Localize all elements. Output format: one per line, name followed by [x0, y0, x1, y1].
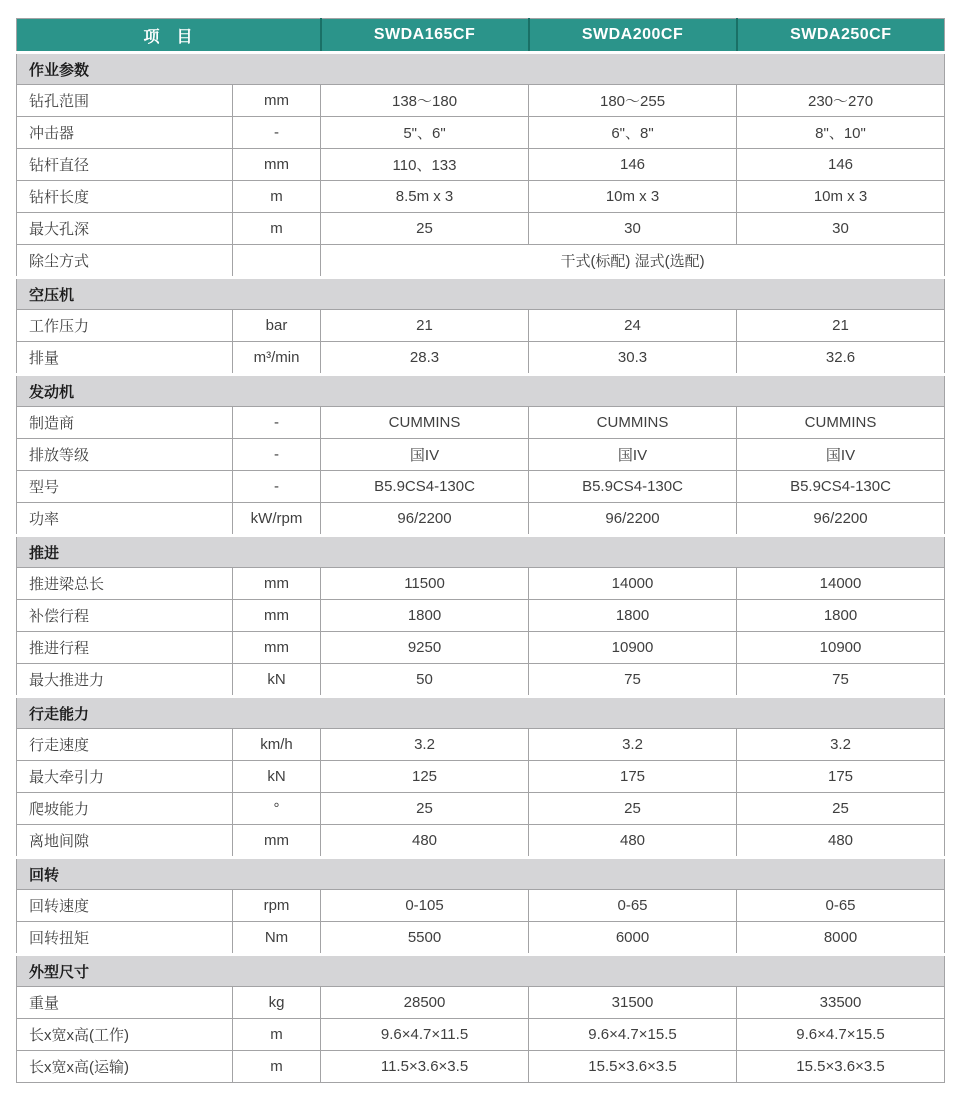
- spec-row: [17, 1019, 945, 1051]
- section-title: 发动机: [17, 375, 945, 407]
- value-cell: 146: [529, 149, 737, 181]
- model-header-row: [17, 19, 945, 53]
- value-cell: 9.6×4.7×11.5: [321, 1019, 529, 1051]
- row-label: 功率: [17, 503, 233, 536]
- value-cell: 14000: [737, 568, 945, 600]
- value-cell: 0-65: [737, 890, 945, 922]
- spec-row: [17, 664, 945, 697]
- value-cell: 25: [737, 793, 945, 825]
- value-cell: 国IV: [529, 439, 737, 471]
- row-label: 排量: [17, 342, 233, 375]
- value-cell: 6"、8": [529, 117, 737, 149]
- value-cell: 32.6: [737, 342, 945, 375]
- section-title: 推进: [17, 536, 945, 568]
- section-header-row: [17, 955, 945, 987]
- unit-cell: m: [233, 213, 321, 245]
- unit-cell: -: [233, 407, 321, 439]
- value-cell: 国IV: [321, 439, 529, 471]
- section-title: 行走能力: [17, 697, 945, 729]
- value-cell: 3.2: [529, 729, 737, 761]
- value-cell: 11500: [321, 568, 529, 600]
- value-cell: 50: [321, 664, 529, 697]
- value-cell: 33500: [737, 987, 945, 1019]
- spec-table-container: [16, 18, 944, 1083]
- value-cell: 96/2200: [737, 503, 945, 536]
- model-header-swda200cf: SWDA200CF: [529, 19, 737, 53]
- section-title: 空压机: [17, 278, 945, 310]
- spec-row: [17, 471, 945, 503]
- value-cell: 8.5m x 3: [321, 181, 529, 213]
- value-cell: 138～180: [321, 85, 529, 117]
- value-cell: 30: [737, 213, 945, 245]
- row-label: 推进行程: [17, 632, 233, 664]
- item-column-header: 项 目: [17, 19, 321, 53]
- section-title: 外型尺寸: [17, 955, 945, 987]
- section-title: 作业参数: [17, 53, 945, 85]
- value-cell: 1800: [529, 600, 737, 632]
- value-cell: 480: [529, 825, 737, 858]
- value-cell: 11.5×3.6×3.5: [321, 1051, 529, 1083]
- value-cell: 5500: [321, 922, 529, 955]
- unit-cell: m: [233, 1019, 321, 1051]
- value-cell: B5.9CS4-130C: [529, 471, 737, 503]
- unit-cell: mm: [233, 600, 321, 632]
- section-header-row: [17, 53, 945, 85]
- value-cell: 125: [321, 761, 529, 793]
- spec-row: [17, 342, 945, 375]
- row-label: 离地间隙: [17, 825, 233, 858]
- value-cell: 15.5×3.6×3.5: [529, 1051, 737, 1083]
- row-label: 钻杆直径: [17, 149, 233, 181]
- value-cell: 10900: [737, 632, 945, 664]
- spec-row: [17, 729, 945, 761]
- spec-row: [17, 761, 945, 793]
- value-cell: 96/2200: [529, 503, 737, 536]
- spec-row: [17, 793, 945, 825]
- spec-row: [17, 439, 945, 471]
- unit-cell: kg: [233, 987, 321, 1019]
- spec-row: [17, 922, 945, 955]
- value-cell: 14000: [529, 568, 737, 600]
- value-cell: 25: [321, 793, 529, 825]
- value-cell: CUMMINS: [321, 407, 529, 439]
- model-header-swda165cf: SWDA165CF: [321, 19, 529, 53]
- unit-cell: kN: [233, 761, 321, 793]
- value-cell: 180～255: [529, 85, 737, 117]
- value-cell: 146: [737, 149, 945, 181]
- spec-table: [16, 18, 945, 1083]
- section-header-row: [17, 697, 945, 729]
- unit-cell: -: [233, 117, 321, 149]
- value-cell: 480: [321, 825, 529, 858]
- value-cell: 0-105: [321, 890, 529, 922]
- section-header-row: [17, 278, 945, 310]
- unit-cell: mm: [233, 632, 321, 664]
- value-cell: 30: [529, 213, 737, 245]
- row-label: 型号: [17, 471, 233, 503]
- spec-row: [17, 310, 945, 342]
- spec-row: [17, 568, 945, 600]
- value-cell: 480: [737, 825, 945, 858]
- value-cell: 1800: [737, 600, 945, 632]
- value-cell: B5.9CS4-130C: [737, 471, 945, 503]
- value-cell: 21: [321, 310, 529, 342]
- value-cell: 9.6×4.7×15.5: [737, 1019, 945, 1051]
- unit-cell: -: [233, 471, 321, 503]
- unit-cell: Nm: [233, 922, 321, 955]
- row-label: 钻杆长度: [17, 181, 233, 213]
- row-label: 回转速度: [17, 890, 233, 922]
- unit-cell: kN: [233, 664, 321, 697]
- value-cell: 96/2200: [321, 503, 529, 536]
- spec-row: [17, 1051, 945, 1083]
- spec-row: [17, 825, 945, 858]
- value-cell: 21: [737, 310, 945, 342]
- row-label: 长x宽x高(运输): [17, 1051, 233, 1083]
- spec-row: [17, 632, 945, 664]
- spec-row: [17, 117, 945, 149]
- row-label: 排放等级: [17, 439, 233, 471]
- value-cell: 9.6×4.7×15.5: [529, 1019, 737, 1051]
- value-cell: 5"、6": [321, 117, 529, 149]
- value-cell: 75: [529, 664, 737, 697]
- row-label: 制造商: [17, 407, 233, 439]
- value-cell: 31500: [529, 987, 737, 1019]
- value-cell: 175: [737, 761, 945, 793]
- row-label: 最大推进力: [17, 664, 233, 697]
- section-title: 回转: [17, 858, 945, 890]
- row-label: 推进梁总长: [17, 568, 233, 600]
- spec-row: [17, 987, 945, 1019]
- row-label: 长x宽x高(工作): [17, 1019, 233, 1051]
- unit-cell: mm: [233, 568, 321, 600]
- unit-cell: mm: [233, 149, 321, 181]
- value-cell: 75: [737, 664, 945, 697]
- unit-cell: [233, 245, 321, 278]
- value-cell: 3.2: [737, 729, 945, 761]
- spec-row: [17, 407, 945, 439]
- value-cell: 3.2: [321, 729, 529, 761]
- row-label: 爬坡能力: [17, 793, 233, 825]
- row-label: 工作压力: [17, 310, 233, 342]
- value-cell: 0-65: [529, 890, 737, 922]
- value-cell: 国IV: [737, 439, 945, 471]
- value-cell: 230～270: [737, 85, 945, 117]
- value-cell: 175: [529, 761, 737, 793]
- unit-cell: mm: [233, 85, 321, 117]
- model-header-swda250cf: SWDA250CF: [737, 19, 945, 53]
- value-cell: 28500: [321, 987, 529, 1019]
- unit-cell: m: [233, 181, 321, 213]
- unit-cell: -: [233, 439, 321, 471]
- spec-row: [17, 600, 945, 632]
- row-label: 重量: [17, 987, 233, 1019]
- section-header-row: [17, 375, 945, 407]
- value-cell: 8"、10": [737, 117, 945, 149]
- unit-cell: m³/min: [233, 342, 321, 375]
- value-cell: 1800: [321, 600, 529, 632]
- value-cell: 10900: [529, 632, 737, 664]
- value-cell: 10m x 3: [737, 181, 945, 213]
- row-label: 钻孔范围: [17, 85, 233, 117]
- value-cell: CUMMINS: [737, 407, 945, 439]
- unit-cell: rpm: [233, 890, 321, 922]
- row-label: 冲击器: [17, 117, 233, 149]
- spec-row: [17, 149, 945, 181]
- value-cell: 28.3: [321, 342, 529, 375]
- value-cell: 10m x 3: [529, 181, 737, 213]
- value-cell: 24: [529, 310, 737, 342]
- unit-cell: bar: [233, 310, 321, 342]
- value-cell: CUMMINS: [529, 407, 737, 439]
- unit-cell: m: [233, 1051, 321, 1083]
- row-label: 最大牵引力: [17, 761, 233, 793]
- value-cell: 6000: [529, 922, 737, 955]
- spec-row: [17, 245, 945, 278]
- row-label: 除尘方式: [17, 245, 233, 278]
- unit-cell: km/h: [233, 729, 321, 761]
- value-cell: B5.9CS4-130C: [321, 471, 529, 503]
- section-header-row: [17, 858, 945, 890]
- value-cell: 110、133: [321, 149, 529, 181]
- row-label: 行走速度: [17, 729, 233, 761]
- value-cell: 25: [321, 213, 529, 245]
- spec-row: [17, 213, 945, 245]
- spec-row: [17, 181, 945, 213]
- value-cell: 30.3: [529, 342, 737, 375]
- unit-cell: mm: [233, 825, 321, 858]
- spec-row: [17, 890, 945, 922]
- value-cell: 25: [529, 793, 737, 825]
- value-cell: 8000: [737, 922, 945, 955]
- value-cell: 15.5×3.6×3.5: [737, 1051, 945, 1083]
- section-header-row: [17, 536, 945, 568]
- unit-cell: °: [233, 793, 321, 825]
- merged-value-cell: 干式(标配) 湿式(选配): [321, 245, 945, 278]
- value-cell: 9250: [321, 632, 529, 664]
- row-label: 最大孔深: [17, 213, 233, 245]
- row-label: 回转扭矩: [17, 922, 233, 955]
- unit-cell: kW/rpm: [233, 503, 321, 536]
- row-label: 补偿行程: [17, 600, 233, 632]
- spec-row: [17, 85, 945, 117]
- spec-row: [17, 503, 945, 536]
